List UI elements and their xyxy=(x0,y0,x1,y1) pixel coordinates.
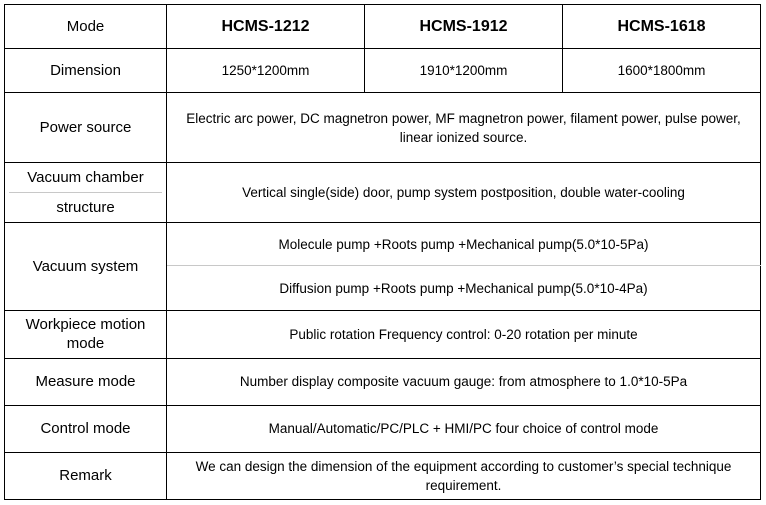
vacuum-system-option-2: Diffusion pump +Roots pump +Mechanical pump(5.0*10-4Pa) xyxy=(167,266,761,310)
vacuum-system-row-1 xyxy=(5,223,761,266)
power-source-line-2: linear ionized source. xyxy=(399,129,528,145)
model-hcms-1618: HCMS-1618 xyxy=(563,5,761,49)
power-source-value xyxy=(167,93,761,163)
control-mode-row xyxy=(5,405,761,452)
measure-mode-value: Number display composite vacuum gauge: from atmosphere to 1.0*10-5Pa xyxy=(167,358,761,405)
power-source-line-1: Electric arc power, DC magnetron power, MF magnetron power, filament power, pulse power, xyxy=(186,110,741,126)
vacuum-chamber-row xyxy=(5,163,761,223)
mode-label: Mode xyxy=(5,5,167,49)
dimension-hcms-1212: 1250*1200mm xyxy=(167,49,365,93)
dimension-row xyxy=(5,49,761,93)
vacuum-system-label: Vacuum system xyxy=(5,223,167,310)
measure-mode-label: Measure mode xyxy=(5,358,167,405)
control-mode-value: Manual/Automatic/PC/PLC + HMI/PC four choice of control mode xyxy=(167,405,761,452)
vacuum-chamber-label xyxy=(5,163,167,223)
remark-row xyxy=(5,452,761,499)
remark-line-1: We can design the dimension of the equipment according to customer’s special technique xyxy=(195,458,732,474)
dimension-hcms-1618: 1600*1800mm xyxy=(563,49,761,93)
workpiece-motion-label xyxy=(5,310,167,358)
model-hcms-1212: HCMS-1212 xyxy=(167,5,365,49)
power-source-row xyxy=(5,93,761,163)
control-mode-label: Control mode xyxy=(5,405,167,452)
vacuum-chamber-label-line-2: structure xyxy=(9,192,162,222)
remark-line-2: requirement. xyxy=(425,477,502,493)
vacuum-chamber-value: Vertical single(side) door, pump system postposition, double water-cooling xyxy=(167,163,761,223)
workpiece-motion-label-line-1: Workpiece motion xyxy=(25,316,146,334)
workpiece-motion-label-line-2: mode xyxy=(66,335,105,353)
workpiece-motion-value: Public rotation Frequency control: 0-20 rotation per minute xyxy=(167,310,761,358)
power-source-label: Power source xyxy=(5,93,167,163)
spec-table xyxy=(4,4,761,500)
dimension-hcms-1912: 1910*1200mm xyxy=(365,49,563,93)
header-row xyxy=(5,5,761,49)
remark-label: Remark xyxy=(5,452,167,499)
remark-value xyxy=(167,452,761,499)
measure-mode-row xyxy=(5,358,761,405)
vacuum-chamber-label-line-1: Vacuum chamber xyxy=(27,169,144,187)
workpiece-motion-row xyxy=(5,310,761,358)
vacuum-system-option-1: Molecule pump +Roots pump +Mechanical pump(5.0*10-5Pa) xyxy=(167,223,761,266)
dimension-label: Dimension xyxy=(5,49,167,93)
model-hcms-1912: HCMS-1912 xyxy=(365,5,563,49)
